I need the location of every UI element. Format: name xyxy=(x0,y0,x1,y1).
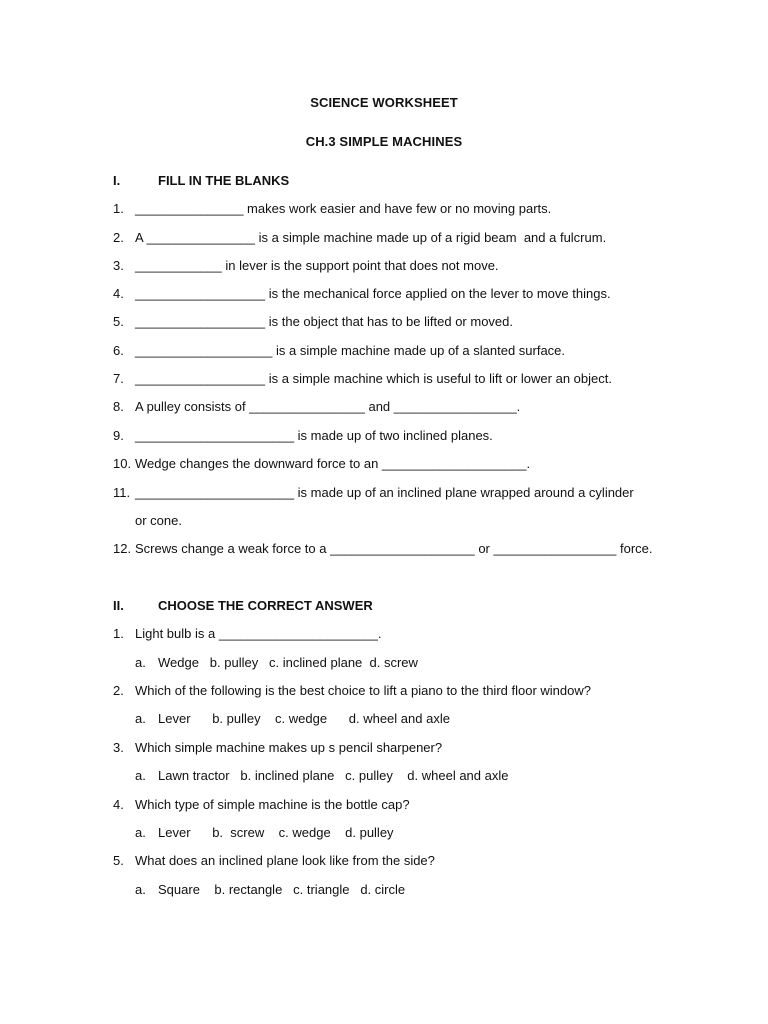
option-letter: a. xyxy=(135,825,146,840)
question-number: 1. xyxy=(113,626,124,641)
section-1-title: FILL IN THE BLANKS xyxy=(158,173,290,188)
item-number: 6. xyxy=(113,343,124,358)
item-text: ___________________ is a simple machine made up of a slanted surface. xyxy=(135,343,566,358)
question-item xyxy=(113,797,410,813)
section-2-heading xyxy=(113,598,373,613)
fill-blank-item-continuation xyxy=(113,513,182,529)
answer-options xyxy=(135,711,450,727)
question-number: 3. xyxy=(113,740,124,755)
answer-options xyxy=(135,655,418,671)
question-text: Which of the following is the best choice to lift a piano to the third floor window? xyxy=(135,683,591,698)
fill-blank-item xyxy=(113,343,565,359)
item-text: ____________ in lever is the support point that does not move. xyxy=(135,258,499,273)
options-text: Lever b. pulley c. wedge d. wheel and axle xyxy=(158,711,450,726)
item-text: Screws change a weak force to a ____________________ or _________________ force. xyxy=(135,541,653,556)
question-number: 2. xyxy=(113,683,124,698)
section-2-number: II. xyxy=(113,598,124,613)
option-letter: a. xyxy=(135,655,146,670)
fill-blank-item xyxy=(113,371,612,387)
option-letter: a. xyxy=(135,882,146,897)
options-text: Lawn tractor b. inclined plane c. pulley d. wheel and axle xyxy=(158,768,509,783)
fill-blank-item xyxy=(113,399,520,415)
fill-blank-item xyxy=(113,485,634,501)
question-text: Which simple machine makes up s pencil sharpener? xyxy=(135,740,443,755)
item-text: or cone. xyxy=(135,513,182,528)
answer-options xyxy=(135,825,394,841)
question-item xyxy=(113,626,382,642)
question-text: Which type of simple machine is the bottle cap? xyxy=(135,797,410,812)
options-text: Lever b. screw c. wedge d. pulley xyxy=(158,825,394,840)
section-1-heading xyxy=(113,173,289,188)
item-number: 7. xyxy=(113,371,124,386)
item-number: 3. xyxy=(113,258,124,273)
fill-blank-item xyxy=(113,201,551,217)
option-letter: a. xyxy=(135,768,146,783)
fill-blank-item xyxy=(113,314,513,330)
section-2-title: CHOOSE THE CORRECT ANSWER xyxy=(158,598,373,613)
item-text: A pulley consists of ________________ and _________________. xyxy=(135,399,521,414)
fill-blank-item xyxy=(113,258,499,274)
item-text: __________________ is the mechanical force applied on the lever to move things. xyxy=(135,286,611,301)
item-number: 10. xyxy=(113,456,132,471)
item-number: 8. xyxy=(113,399,124,414)
fill-blank-item xyxy=(113,230,606,246)
chapter-title: CH.3 SIMPLE MACHINES xyxy=(305,134,463,149)
item-text: __________________ is the object that has to be lifted or moved. xyxy=(135,314,514,329)
fill-blank-item xyxy=(113,456,530,472)
options-text: Square b. rectangle c. triangle d. circle xyxy=(158,882,406,897)
worksheet-title: SCIENCE WORKSHEET xyxy=(310,95,458,110)
item-number: 4. xyxy=(113,286,124,301)
item-text: Wedge changes the downward force to an ____________________. xyxy=(135,456,531,471)
answer-options xyxy=(135,768,508,784)
option-letter: a. xyxy=(135,711,146,726)
answer-options xyxy=(135,882,405,898)
item-number: 11. xyxy=(113,485,131,500)
item-text: __________________ is a simple machine which is useful to lift or lower an object. xyxy=(135,371,612,386)
item-text: ______________________ is made up of an inclined plane wrapped around a cylinder xyxy=(135,485,634,500)
fill-blank-item xyxy=(113,286,611,302)
section-1-number: I. xyxy=(113,173,121,188)
question-item xyxy=(113,683,591,699)
question-text: Light bulb is a ______________________. xyxy=(135,626,382,641)
question-item xyxy=(113,740,442,756)
question-item xyxy=(113,853,435,869)
question-number: 5. xyxy=(113,853,124,868)
item-text: A _______________ is a simple machine made up of a rigid beam and a fulcrum. xyxy=(135,230,607,245)
item-number: 2. xyxy=(113,230,124,245)
item-number: 12. xyxy=(113,541,132,556)
options-text: Wedge b. pulley c. inclined plane d. screw xyxy=(158,655,418,670)
question-number: 4. xyxy=(113,797,124,812)
item-number: 5. xyxy=(113,314,124,329)
fill-blank-item xyxy=(113,428,493,444)
item-text: _______________ makes work easier and have few or no moving parts. xyxy=(135,201,552,216)
fill-blank-item xyxy=(113,541,653,557)
item-number: 9. xyxy=(113,428,124,443)
item-text: ______________________ is made up of two inclined planes. xyxy=(135,428,493,443)
item-number: 1. xyxy=(113,201,124,216)
question-text: What does an inclined plane look like from the side? xyxy=(135,853,435,868)
